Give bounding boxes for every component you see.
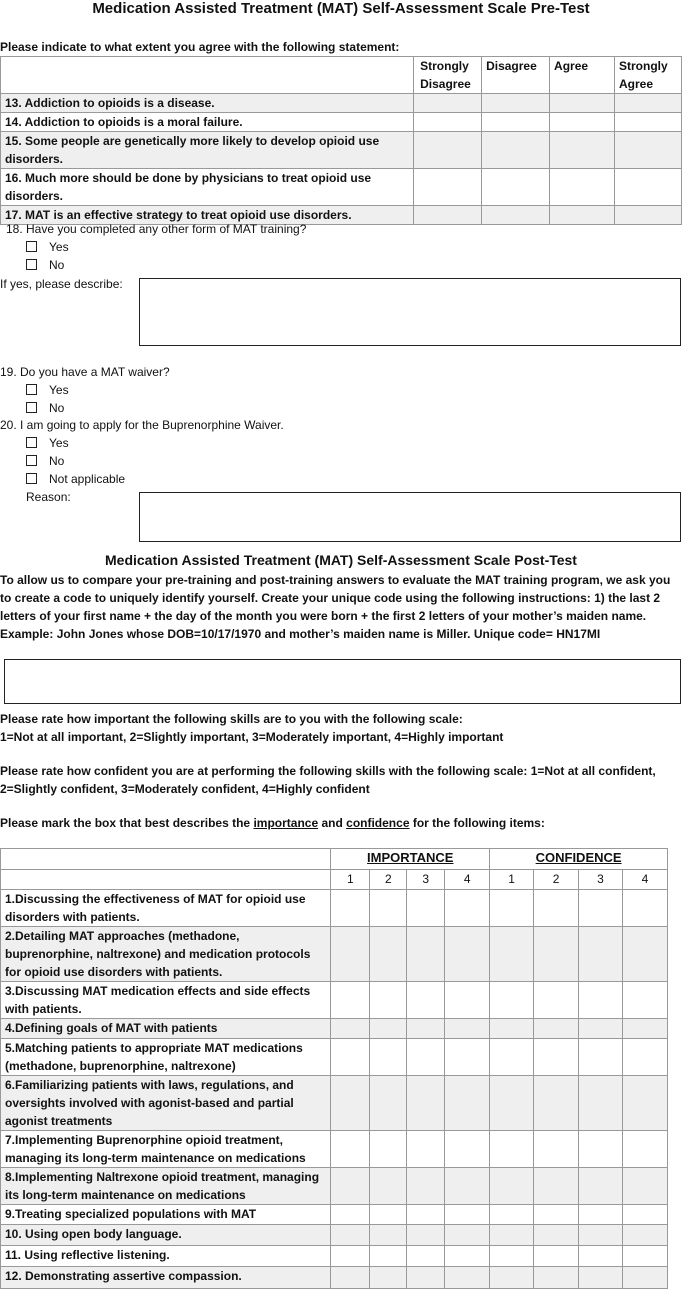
skill-text: 9.Treating specialized populations with MAT <box>1 1205 331 1225</box>
importance-rating-cell[interactable] <box>370 1246 407 1267</box>
importance-rating-cell[interactable] <box>331 1205 370 1225</box>
skill-text: 10. Using open body language. <box>1 1225 331 1246</box>
importance-rating-cell[interactable] <box>370 890 407 927</box>
agreement-answer-cell[interactable] <box>414 169 482 206</box>
q20-option-yes[interactable] <box>26 434 69 452</box>
importance-rating-cell[interactable] <box>407 982 445 1019</box>
importance-rating-cell[interactable] <box>370 1205 407 1225</box>
confidence-rating-cell[interactable] <box>534 1225 579 1246</box>
mark-suffix: for the following items: <box>409 816 545 830</box>
importance-rating-cell[interactable] <box>331 1267 370 1289</box>
q18-describe-field[interactable] <box>139 278 681 346</box>
option-label: Not applicable <box>49 472 126 486</box>
option-label: Yes <box>49 436 69 450</box>
confidence-rating-cell[interactable] <box>534 927 579 982</box>
skill-row <box>1 1131 668 1168</box>
importance-rating-cell[interactable] <box>370 1019 407 1039</box>
importance-rating-cell[interactable] <box>445 1019 490 1039</box>
importance-header: IMPORTANCE <box>331 849 490 870</box>
skill-text: 1.Discussing the effectiveness of MAT for opioid use disorders with patients. <box>1 890 331 927</box>
importance-rating-cell[interactable] <box>331 890 370 927</box>
mark-confidence: confidence <box>346 816 410 830</box>
confidence-rating-cell[interactable] <box>622 1246 667 1267</box>
skill-row <box>1 982 668 1019</box>
confidence-scale-3: 3 <box>579 870 623 890</box>
importance-rating-cell[interactable] <box>407 1246 445 1267</box>
skill-row <box>1 1267 668 1289</box>
q19-question: 19. Do you have a MAT waiver? <box>0 365 170 379</box>
confidence-rating-cell[interactable] <box>622 1168 667 1205</box>
importance-rating-cell[interactable] <box>445 1131 490 1168</box>
confidence-rating-cell[interactable] <box>579 1076 623 1131</box>
importance-rating-cell[interactable] <box>407 1131 445 1168</box>
confidence-rating-cell[interactable] <box>579 1225 623 1246</box>
importance-scale-3: 3 <box>407 870 445 890</box>
importance-rating-cell[interactable] <box>445 1039 490 1076</box>
agreement-answer-cell[interactable] <box>414 132 482 169</box>
importance-rating-cell[interactable] <box>331 1168 370 1205</box>
agreement-answer-cell[interactable] <box>482 94 550 113</box>
pretest-instruction: Please indicate to what extent you agree with the following statement: <box>0 40 400 54</box>
confidence-rating-cell[interactable] <box>490 1019 534 1039</box>
q18-option-no[interactable] <box>26 256 64 274</box>
importance-rating-cell[interactable] <box>331 1246 370 1267</box>
checkbox-icon[interactable] <box>26 437 37 448</box>
q20-reason-label: Reason: <box>26 490 71 504</box>
confidence-rating-cell[interactable] <box>579 1246 623 1267</box>
agreement-answer-cell[interactable] <box>414 113 482 132</box>
confidence-scale-4: 4 <box>622 870 667 890</box>
importance-rating-cell[interactable] <box>407 927 445 982</box>
confidence-rating-cell[interactable] <box>534 1168 579 1205</box>
agreement-answer-cell[interactable] <box>614 169 681 206</box>
statement-text: 16. Much more should be done by physicians to treat opioid use disorders. <box>1 169 414 206</box>
confidence-rating-cell[interactable] <box>534 982 579 1019</box>
confidence-rating-cell[interactable] <box>579 1205 623 1225</box>
confidence-rating-cell[interactable] <box>622 1267 667 1289</box>
skill-row <box>1 890 668 927</box>
unique-code-field[interactable] <box>4 659 681 704</box>
option-label: Yes <box>49 240 69 254</box>
importance-rating-cell[interactable] <box>407 1225 445 1246</box>
col-disagree: Disagree <box>482 57 550 94</box>
q19-option-yes[interactable] <box>26 381 69 399</box>
option-label: No <box>49 258 65 272</box>
importance-rating-cell[interactable] <box>445 890 490 927</box>
confidence-scale: Please rate how confident you are at performing the following skills with the following scale: 1=Not at all confident, 2=Slightly confident, 3=Moderately confident, 4=Highly confident <box>0 764 656 796</box>
mark-instruction <box>0 814 545 832</box>
importance-rating-cell[interactable] <box>370 1267 407 1289</box>
confidence-rating-cell[interactable] <box>579 1019 623 1039</box>
confidence-rating-cell[interactable] <box>622 927 667 982</box>
importance-rating-cell[interactable] <box>445 1246 490 1267</box>
col-strongly-agree: Strongly Agree <box>614 57 681 94</box>
importance-scale-2: 2 <box>370 870 407 890</box>
statement-text: 17. MAT is an effective strategy to treat opioid use disorders. <box>1 206 414 225</box>
pretest-title: Medication Assisted Treatment (MAT) Self-Assessment Scale Pre-Test <box>92 0 590 17</box>
agreement-answer-cell[interactable] <box>550 132 615 169</box>
confidence-rating-cell[interactable] <box>490 1039 534 1076</box>
skill-text: 3.Discussing MAT medication effects and side effects with patients. <box>1 982 331 1019</box>
importance-rating-cell[interactable] <box>331 1225 370 1246</box>
importance-rating-cell[interactable] <box>445 1225 490 1246</box>
agreement-answer-cell[interactable] <box>414 94 482 113</box>
confidence-rating-cell[interactable] <box>622 1225 667 1246</box>
skill-text: 4.Defining goals of MAT with patients <box>1 1019 331 1039</box>
confidence-rating-cell[interactable] <box>490 1168 534 1205</box>
skill-row <box>1 1019 668 1039</box>
code-instructions: To allow us to compare your pre-training and post-training answers to evaluate the MAT training program, we ask you to create a code to uniquely identify yourself. Create your unique code using the following instructions: 1) the last 2 letters of your first name + the day of the month you were born + the first 2 letters of your mother’s maiden name. Example: John Jones whose DOB=10/17/1970 and mother’s maiden name is Miller. Unique code= HN17MI <box>0 573 671 641</box>
confidence-rating-cell[interactable] <box>490 1225 534 1246</box>
skill-row <box>1 1168 668 1205</box>
importance-rating-cell[interactable] <box>445 1076 490 1131</box>
skill-row <box>1 1205 668 1225</box>
confidence-rating-cell[interactable] <box>490 927 534 982</box>
skill-row <box>1 1039 668 1076</box>
confidence-rating-cell[interactable] <box>534 1267 579 1289</box>
importance-rating-cell[interactable] <box>370 927 407 982</box>
skills-rating-table <box>0 848 668 1289</box>
agreement-answer-cell[interactable] <box>614 132 681 169</box>
skills-scale-row <box>1 870 668 890</box>
skill-text: 6.Familiarizing patients with laws, regulations, and oversights involved with agonist-based and partial agonist treatments <box>1 1076 331 1131</box>
skills-group-header-row <box>1 849 668 870</box>
confidence-rating-cell[interactable] <box>534 1131 579 1168</box>
agreement-answer-cell[interactable] <box>614 113 681 132</box>
checkbox-icon[interactable] <box>26 384 37 395</box>
mark-importance: importance <box>253 816 319 830</box>
confidence-rating-cell[interactable] <box>490 1267 534 1289</box>
statement-row <box>1 132 682 169</box>
importance-rating-cell[interactable] <box>445 927 490 982</box>
q19-option-no[interactable] <box>26 399 64 417</box>
col-agree: Agree <box>550 57 615 94</box>
confidence-rating-cell[interactable] <box>579 1168 623 1205</box>
confidence-rating-cell[interactable] <box>622 1205 667 1225</box>
posttest-title: Medication Assisted Treatment (MAT) Self-Assessment Scale Post-Test <box>105 552 577 568</box>
agreement-answer-cell[interactable] <box>550 94 615 113</box>
confidence-rating-cell[interactable] <box>579 1131 623 1168</box>
confidence-scale-1: 1 <box>490 870 534 890</box>
confidence-scale-2: 2 <box>534 870 579 890</box>
importance-rating-cell[interactable] <box>331 927 370 982</box>
skills-header-blank <box>1 849 331 870</box>
confidence-rating-cell[interactable] <box>579 890 623 927</box>
importance-rating-cell[interactable] <box>407 1019 445 1039</box>
option-label: Yes <box>49 383 69 397</box>
checkbox-icon[interactable] <box>26 402 37 413</box>
importance-scale-4: 4 <box>445 870 490 890</box>
confidence-rating-cell[interactable] <box>579 1039 623 1076</box>
confidence-rating-cell[interactable] <box>622 1131 667 1168</box>
importance-scale-intro: Please rate how important the following skills are to you with the following scale: <box>0 712 463 726</box>
importance-rating-cell[interactable] <box>370 1131 407 1168</box>
skill-row <box>1 1076 668 1131</box>
skill-text: 12. Demonstrating assertive compassion. <box>1 1267 331 1289</box>
importance-scale-1: 1 <box>331 870 370 890</box>
option-label: No <box>49 401 65 415</box>
confidence-rating-cell[interactable] <box>490 1205 534 1225</box>
confidence-rating-cell[interactable] <box>534 1246 579 1267</box>
statement-row <box>1 94 682 113</box>
agreement-table <box>0 56 682 225</box>
q20-option-not-applicable[interactable] <box>26 470 125 488</box>
importance-rating-cell[interactable] <box>331 1076 370 1131</box>
importance-rating-cell[interactable] <box>445 1205 490 1225</box>
confidence-rating-cell[interactable] <box>579 982 623 1019</box>
confidence-rating-cell[interactable] <box>490 1131 534 1168</box>
agreement-answer-cell[interactable] <box>614 206 681 225</box>
confidence-rating-cell[interactable] <box>579 927 623 982</box>
checkbox-icon[interactable] <box>26 259 37 270</box>
importance-scale: 1=Not at all important, 2=Slightly important, 3=Moderately important, 4=Highly important <box>0 730 504 744</box>
confidence-rating-cell[interactable] <box>490 982 534 1019</box>
importance-rating-cell[interactable] <box>331 1131 370 1168</box>
confidence-header: CONFIDENCE <box>490 849 668 870</box>
importance-rating-cell[interactable] <box>370 1039 407 1076</box>
importance-rating-cell[interactable] <box>331 1019 370 1039</box>
q20-option-no[interactable] <box>26 452 64 470</box>
importance-rating-cell[interactable] <box>370 982 407 1019</box>
confidence-rating-cell[interactable] <box>579 1267 623 1289</box>
statement-row <box>1 113 682 132</box>
statement-text: 14. Addiction to opioids is a moral failure. <box>1 113 414 132</box>
q18-question: 18. Have you completed any other form of MAT training? <box>6 222 307 236</box>
confidence-rating-cell[interactable] <box>534 1019 579 1039</box>
skill-text: 7.Implementing Buprenorphine opioid treatment, managing its long-term maintenance on medications <box>1 1131 331 1168</box>
importance-rating-cell[interactable] <box>407 1168 445 1205</box>
confidence-rating-cell[interactable] <box>622 890 667 927</box>
confidence-rating-cell[interactable] <box>622 1076 667 1131</box>
importance-rating-cell[interactable] <box>407 890 445 927</box>
q20-question: 20. I am going to apply for the Buprenorphine Waiver. <box>0 418 284 432</box>
importance-rating-cell[interactable] <box>331 1039 370 1076</box>
agreement-answer-cell[interactable] <box>550 169 615 206</box>
skill-text: 5.Matching patients to appropriate MAT medications (methadone, buprenorphine, naltrexone) <box>1 1039 331 1076</box>
skill-text: 8.Implementing Naltrexone opioid treatment, managing its long-term maintenance on medications <box>1 1168 331 1205</box>
mark-prefix: Please mark the box that best describes the <box>0 816 254 830</box>
checkbox-icon[interactable] <box>26 241 37 252</box>
skill-row <box>1 1225 668 1246</box>
agreement-answer-cell[interactable] <box>482 113 550 132</box>
q18-option-yes[interactable] <box>26 238 69 256</box>
agreement-answer-cell[interactable] <box>482 132 550 169</box>
statement-row <box>1 169 682 206</box>
importance-rating-cell[interactable] <box>407 1039 445 1076</box>
agreement-answer-cell[interactable] <box>482 169 550 206</box>
skills-scale-blank <box>1 870 331 890</box>
confidence-rating-cell[interactable] <box>534 890 579 927</box>
importance-rating-cell[interactable] <box>407 1205 445 1225</box>
confidence-rating-cell[interactable] <box>622 1019 667 1039</box>
importance-rating-cell[interactable] <box>445 982 490 1019</box>
agreement-header-blank <box>1 57 414 94</box>
importance-rating-cell[interactable] <box>407 1267 445 1289</box>
importance-rating-cell[interactable] <box>370 1076 407 1131</box>
skill-row <box>1 927 668 982</box>
importance-rating-cell[interactable] <box>407 1076 445 1131</box>
importance-rating-cell[interactable] <box>445 1267 490 1289</box>
statement-text: 13. Addiction to opioids is a disease. <box>1 94 414 113</box>
agreement-answer-cell[interactable] <box>414 206 482 225</box>
statement-text: 15. Some people are genetically more likely to develop opioid use disorders. <box>1 132 414 169</box>
importance-rating-cell[interactable] <box>370 1225 407 1246</box>
q18-describe-label: If yes, please describe: <box>0 277 123 291</box>
agreement-answer-cell[interactable] <box>614 94 681 113</box>
agreement-header-row <box>1 57 682 94</box>
confidence-rating-cell[interactable] <box>534 1205 579 1225</box>
importance-rating-cell[interactable] <box>445 1168 490 1205</box>
agreement-answer-cell[interactable] <box>482 206 550 225</box>
confidence-rating-cell[interactable] <box>490 1246 534 1267</box>
col-strongly-disagree: Strongly Disagree <box>414 57 482 94</box>
checkbox-icon[interactable] <box>26 455 37 466</box>
skill-text: 2.Detailing MAT approaches (methadone, buprenorphine, naltrexone) and medication protocols for opioid use disorders with patients. <box>1 927 331 982</box>
confidence-rating-cell[interactable] <box>534 1076 579 1131</box>
skill-text: 11. Using reflective listening. <box>1 1246 331 1267</box>
agreement-answer-cell[interactable] <box>550 113 615 132</box>
checkbox-icon[interactable] <box>26 473 37 484</box>
importance-rating-cell[interactable] <box>370 1168 407 1205</box>
confidence-rating-cell[interactable] <box>534 1039 579 1076</box>
confidence-rating-cell[interactable] <box>622 982 667 1019</box>
mark-and: and <box>318 816 347 830</box>
q20-reason-field[interactable] <box>139 492 681 542</box>
confidence-rating-cell[interactable] <box>490 890 534 927</box>
confidence-rating-cell[interactable] <box>622 1039 667 1076</box>
importance-rating-cell[interactable] <box>331 982 370 1019</box>
confidence-rating-cell[interactable] <box>490 1076 534 1131</box>
skill-row <box>1 1246 668 1267</box>
agreement-answer-cell[interactable] <box>550 206 615 225</box>
option-label: No <box>49 454 65 468</box>
